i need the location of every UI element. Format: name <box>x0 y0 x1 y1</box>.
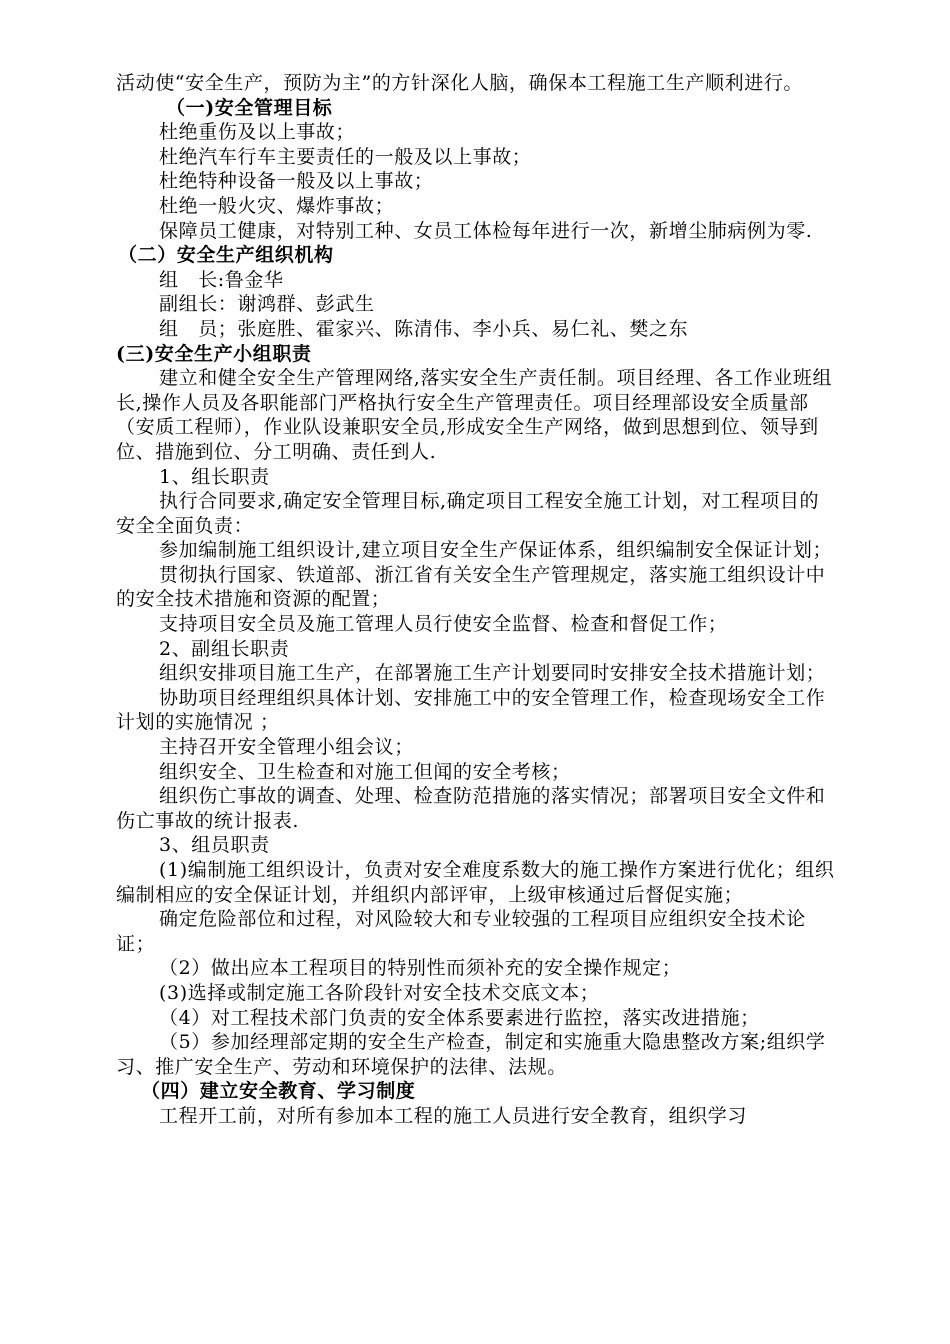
heading-education: （四）建立安全教育、学习制度 <box>141 1080 416 1103</box>
deputy-duty: 协助项目经理组织具体计划、安排施工中的安全管理工作，检查现场安全工作计划的实施情况 ； <box>116 686 826 734</box>
duties-intro: 建立和健全安全生产管理网络,落实安全生产责任制。项目经理、各工作业班组长,操作人员及各职能部门严格执行安全生产管理责任。项目经理部设安全质量部（安质工程师），作业队设兼职安全员,形成安全生产网络，做到思想到位、领导到位、措施到位、分工明确、责任到人. <box>116 367 833 463</box>
subheading-member-duties: 3、组员职责 <box>159 834 270 857</box>
subheading-leader-duties: 1、组长职责 <box>159 465 270 488</box>
leader-duty: 执行合同要求,确定安全管理目标,确定项目工程安全施工计划，对工程项目的安全全面负责： <box>116 490 820 537</box>
heading-safety-goals: （一)安全管理目标 <box>166 96 333 119</box>
member-duty: 确定危险部位和过程，对风险较大和专业较强的工程项目应组织安全技术论证； <box>116 908 806 955</box>
leader-duty: 参加编制施工组织设计,建立项目安全生产保证体系，组织编制安全保证计划； <box>159 539 833 562</box>
org-leader: 组 长:鲁金华 <box>159 268 284 291</box>
member-duty: （5）参加经理部定期的安全生产检查，制定和实施重大隐患整改方案;组织学习、推广安全生产、劳动和环境保护的法律、法规。 <box>116 1031 826 1078</box>
leader-duty: 贯彻执行国家、铁道部、浙江省有关安全生产管理规定，落实施工组织设计中的安全技术措施和资源的配置； <box>116 563 826 611</box>
org-members: 组 员；张庭胜、霍家兴、陈清伟、李小兵、易仁礼、樊之东 <box>159 317 689 340</box>
goal-item: 杜绝重伤及以上事故； <box>159 121 356 144</box>
goal-item: 杜绝汽车行车主要责任的一般及以上事故； <box>159 145 532 168</box>
goal-item: 保障员工健康，对特别工种、女员工体检每年进行一次，新增尘肺病例为零. <box>159 219 813 242</box>
member-duty: （4）对工程技术部门负责的安全体系要素进行监控，落实改进措施； <box>159 1006 760 1029</box>
member-duty: （2）做出应本工程项目的特别性而须补充的安全操作规定； <box>159 957 682 980</box>
document-page <box>116 71 836 1129</box>
goal-item: 杜绝一般火灾、爆炸事故； <box>159 194 395 217</box>
deputy-duty: 组织伤亡事故的调查、处理、检查防范措施的落实情况；部署项目安全文件和伤亡事故的统计报表. <box>116 785 826 832</box>
subheading-deputy-duties: 2、副组长职责 <box>159 637 290 660</box>
org-deputy: 副组长：谢鸿群、彭武生 <box>159 293 375 316</box>
member-duty: (1)编制施工组织设计，负责对安全难度系数大的施工操作方案进行优化；组织编制相应的安全保证计划，并组织内部评审，上级审核通过后督促实施； <box>116 859 835 906</box>
member-duty: (3)选择或制定施工各阶段针对安全技术交底文本； <box>159 981 600 1004</box>
leader-duty: 支持项目安全员及施工管理人员行使安全监督、检查和督促工作； <box>159 613 728 636</box>
goal-item: 杜绝特种设备一般及以上事故； <box>159 170 434 193</box>
deputy-duty: 组织安全、卫生检查和对施工但闻的安全考核； <box>159 760 571 783</box>
education-intro: 工程开工前，对所有参加本工程的施工人员进行安全教育，组织学习 <box>159 1104 748 1127</box>
heading-duties: (三)安全生产小组职责 <box>116 342 312 365</box>
heading-organization: （二）安全生产组织机构 <box>118 244 334 267</box>
paragraph-intro: 活动使“安全生产，预防为主”的方针深化人脑，确保本工程施工生产顺利进行。 <box>116 72 804 94</box>
deputy-duty: 主持召开安全管理小组会议； <box>159 736 414 759</box>
deputy-duty: 组织安排项目施工生产，在部署施工生产计划要同时安排安全技术措施计划； <box>159 662 826 685</box>
